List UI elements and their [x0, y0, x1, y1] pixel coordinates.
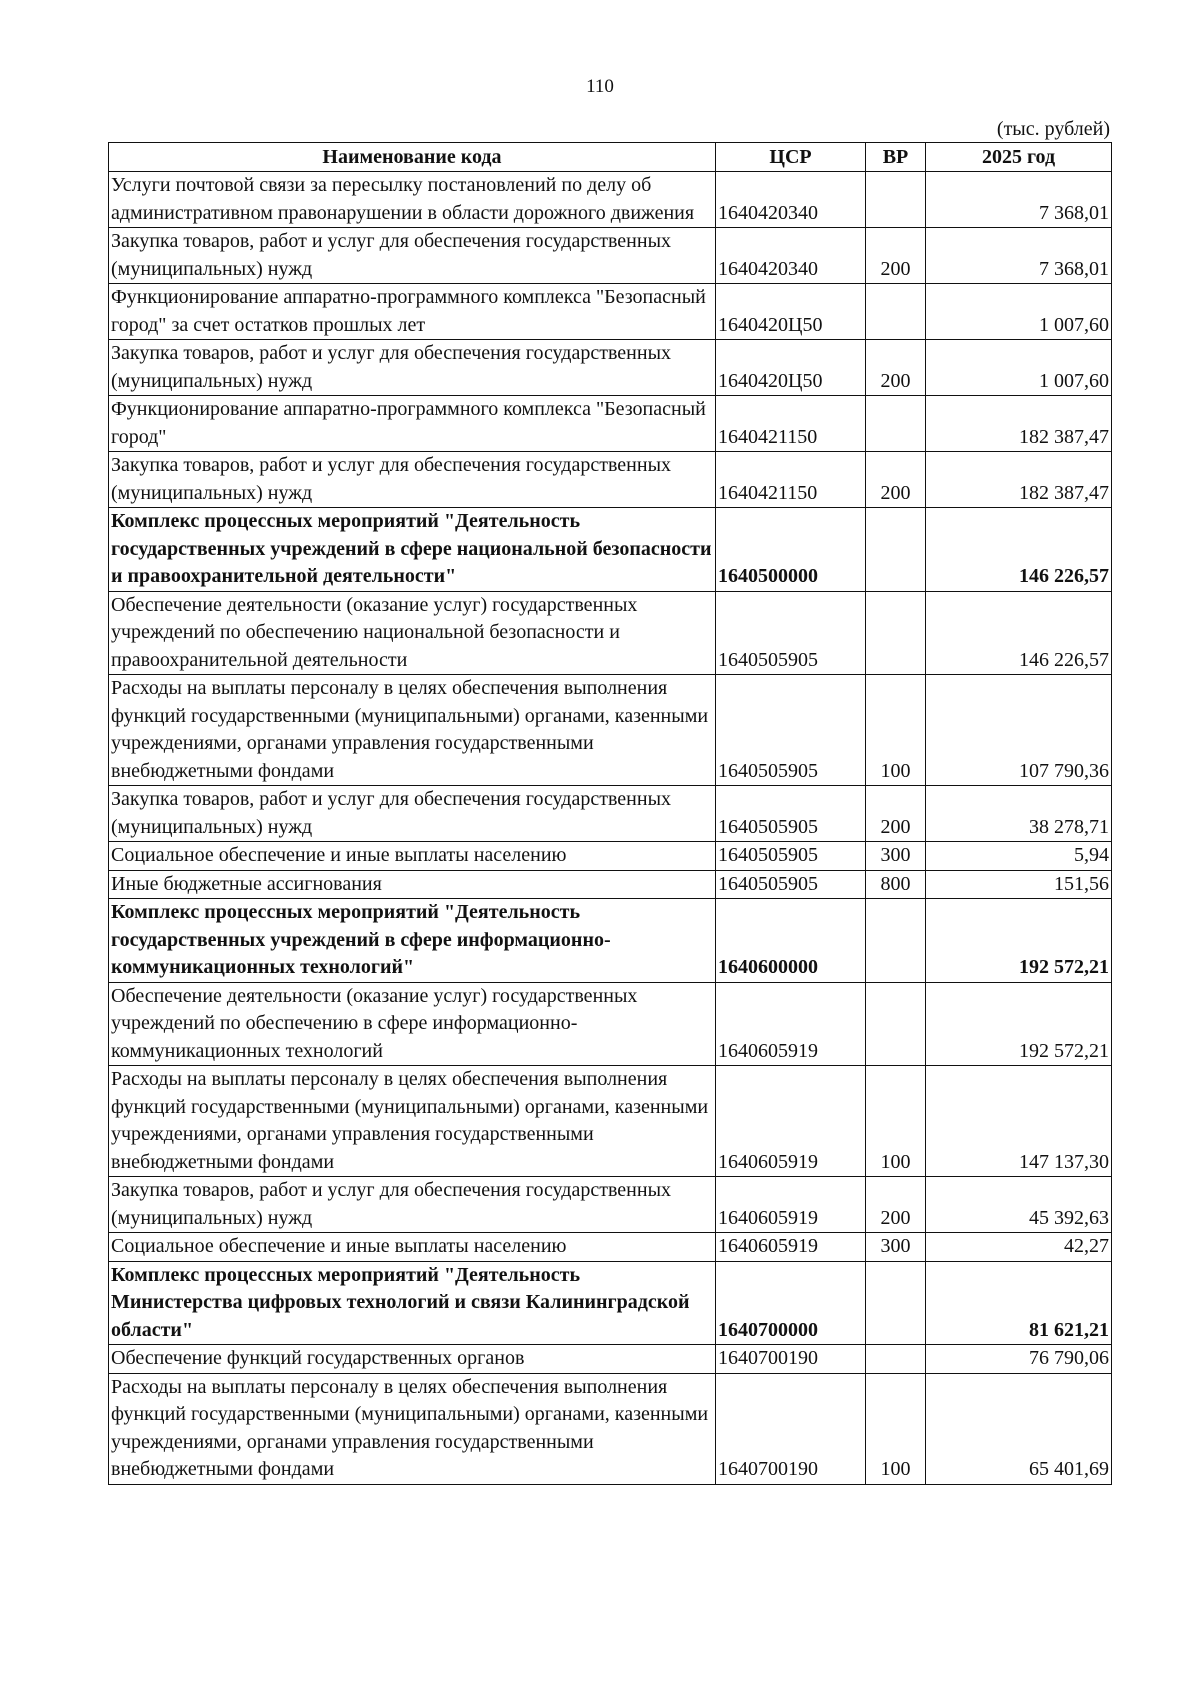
row-sum-cell: 146 226,57: [926, 508, 1112, 592]
row-name-cell: Расходы на выплаты персоналу в целях обеспечения выполнения функций государственными (муниципальными) органами, казенными учреждениями, органами управления государственными внебюджетными фондами: [109, 675, 716, 786]
row-name-cell: Иные бюджетные ассигнования: [109, 870, 716, 899]
row-vr-cell: [866, 982, 926, 1066]
row-name-cell: Расходы на выплаты персоналу в целях обеспечения выполнения функций государственными (муниципальными) органами, казенными учреждениями, органами управления государственными внебюджетными фондами: [109, 1373, 716, 1484]
row-sum-cell: 182 387,47: [926, 396, 1112, 452]
row-csr-cell: 1640505905: [716, 842, 866, 871]
row-name-cell: Закупка товаров, работ и услуг для обеспечения государственных (муниципальных) нужд: [109, 228, 716, 284]
row-name-cell: Обеспечение деятельности (оказание услуг) государственных учреждений по обеспечению в сфере информационно-коммуникационных технологий: [109, 982, 716, 1066]
row-sum-cell: 65 401,69: [926, 1373, 1112, 1484]
row-csr-cell: 1640605919: [716, 982, 866, 1066]
row-sum-cell: 38 278,71: [926, 786, 1112, 842]
table-row: [109, 1177, 1112, 1233]
row-csr-cell: 1640700190: [716, 1373, 866, 1484]
row-csr-cell: 1640605919: [716, 1233, 866, 1262]
row-csr-cell: 1640505905: [716, 591, 866, 675]
row-vr-cell: [866, 172, 926, 228]
row-name-cell: Услуги почтовой связи за пересылку постановлений по делу об административном правонарушении в области дорожного движения: [109, 172, 716, 228]
row-vr-cell: [866, 396, 926, 452]
table-row: [109, 1261, 1112, 1345]
row-sum-cell: 76 790,06: [926, 1345, 1112, 1374]
row-vr-cell: 100: [866, 1066, 926, 1177]
row-vr-cell: [866, 508, 926, 592]
row-name-cell: Обеспечение функций государственных органов: [109, 1345, 716, 1374]
row-name-cell: Обеспечение деятельности (оказание услуг) государственных учреждений по обеспечению национальной безопасности и правоохранительной деятельности: [109, 591, 716, 675]
row-vr-cell: 300: [866, 1233, 926, 1262]
table-row: [109, 508, 1112, 592]
row-name-cell: Расходы на выплаты персоналу в целях обеспечения выполнения функций государственными (муниципальными) органами, казенными учреждениями, органами управления государственными внебюджетными фондами: [109, 1066, 716, 1177]
row-sum-cell: 151,56: [926, 870, 1112, 899]
row-sum-cell: 45 392,63: [926, 1177, 1112, 1233]
table-row: [109, 1373, 1112, 1484]
row-vr-cell: 100: [866, 1373, 926, 1484]
row-name-cell: Комплекс процессных мероприятий "Деятельность государственных учреждений в сфере национальной безопасности и правоохранительной деятельности": [109, 508, 716, 592]
row-sum-cell: 7 368,01: [926, 172, 1112, 228]
row-vr-cell: 200: [866, 786, 926, 842]
table-row: [109, 842, 1112, 871]
row-sum-cell: 107 790,36: [926, 675, 1112, 786]
row-sum-cell: 1 007,60: [926, 284, 1112, 340]
row-vr-cell: 300: [866, 842, 926, 871]
table-row: [109, 396, 1112, 452]
row-vr-cell: 200: [866, 452, 926, 508]
table-row: [109, 228, 1112, 284]
row-name-cell: Комплекс процессных мероприятий "Деятельность Министерства цифровых технологий и связи Калининградской области": [109, 1261, 716, 1345]
row-sum-cell: 7 368,01: [926, 228, 1112, 284]
table-body: [109, 172, 1112, 1485]
header-csr: ЦСР: [716, 143, 866, 172]
row-csr-cell: 1640505905: [716, 870, 866, 899]
row-vr-cell: 200: [866, 1177, 926, 1233]
row-vr-cell: [866, 899, 926, 983]
units-label: (тыс. рублей): [996, 118, 1110, 140]
row-csr-cell: 1640420340: [716, 228, 866, 284]
row-name-cell: Социальное обеспечение и иные выплаты населению: [109, 842, 716, 871]
row-sum-cell: 192 572,21: [926, 982, 1112, 1066]
row-csr-cell: 1640420340: [716, 172, 866, 228]
row-vr-cell: 200: [866, 340, 926, 396]
row-csr-cell: 1640421150: [716, 452, 866, 508]
row-sum-cell: 5,94: [926, 842, 1112, 871]
table-row: [109, 899, 1112, 983]
row-csr-cell: 1640605919: [716, 1066, 866, 1177]
row-name-cell: Закупка товаров, работ и услуг для обеспечения государственных (муниципальных) нужд: [109, 786, 716, 842]
row-csr-cell: 1640500000: [716, 508, 866, 592]
row-csr-cell: 1640420Ц50: [716, 340, 866, 396]
table-row: [109, 675, 1112, 786]
table-row: [109, 982, 1112, 1066]
table-row: [109, 1233, 1112, 1262]
table-row: [109, 870, 1112, 899]
row-csr-cell: 1640420Ц50: [716, 284, 866, 340]
row-name-cell: Комплекс процессных мероприятий "Деятельность государственных учреждений в сфере информационно-коммуникационных технологий": [109, 899, 716, 983]
row-vr-cell: [866, 1345, 926, 1374]
row-name-cell: Функционирование аппаратно-программного комплекса "Безопасный город" за счет остатков прошлых лет: [109, 284, 716, 340]
budget-table: [108, 142, 1112, 1485]
table-row: [109, 786, 1112, 842]
row-sum-cell: 192 572,21: [926, 899, 1112, 983]
row-name-cell: Социальное обеспечение и иные выплаты населению: [109, 1233, 716, 1262]
table-row: [109, 591, 1112, 675]
row-csr-cell: 1640700000: [716, 1261, 866, 1345]
row-csr-cell: 1640700190: [716, 1345, 866, 1374]
row-sum-cell: 81 621,21: [926, 1261, 1112, 1345]
row-name-cell: Закупка товаров, работ и услуг для обеспечения государственных (муниципальных) нужд: [109, 340, 716, 396]
table-row: [109, 284, 1112, 340]
row-vr-cell: [866, 591, 926, 675]
row-csr-cell: 1640505905: [716, 675, 866, 786]
table-row: [109, 1066, 1112, 1177]
row-sum-cell: 1 007,60: [926, 340, 1112, 396]
row-sum-cell: 147 137,30: [926, 1066, 1112, 1177]
page-number: 110: [586, 76, 614, 97]
row-name-cell: Функционирование аппаратно-программного комплекса "Безопасный город": [109, 396, 716, 452]
row-sum-cell: 182 387,47: [926, 452, 1112, 508]
row-vr-cell: [866, 1261, 926, 1345]
header-vr: ВР: [866, 143, 926, 172]
row-name-cell: Закупка товаров, работ и услуг для обеспечения государственных (муниципальных) нужд: [109, 1177, 716, 1233]
row-csr-cell: 1640421150: [716, 396, 866, 452]
row-sum-cell: 42,27: [926, 1233, 1112, 1262]
row-vr-cell: 800: [866, 870, 926, 899]
row-vr-cell: 100: [866, 675, 926, 786]
row-csr-cell: 1640505905: [716, 786, 866, 842]
table-row: [109, 452, 1112, 508]
row-csr-cell: 1640600000: [716, 899, 866, 983]
table-row: [109, 340, 1112, 396]
table-row: [109, 172, 1112, 228]
row-sum-cell: 146 226,57: [926, 591, 1112, 675]
header-year: 2025 год: [926, 143, 1112, 172]
table-row: [109, 1345, 1112, 1374]
table-header-row: [109, 143, 1112, 172]
row-csr-cell: 1640605919: [716, 1177, 866, 1233]
row-vr-cell: 200: [866, 228, 926, 284]
row-name-cell: Закупка товаров, работ и услуг для обеспечения государственных (муниципальных) нужд: [109, 452, 716, 508]
header-name: Наименование кода: [109, 143, 716, 172]
row-vr-cell: [866, 284, 926, 340]
